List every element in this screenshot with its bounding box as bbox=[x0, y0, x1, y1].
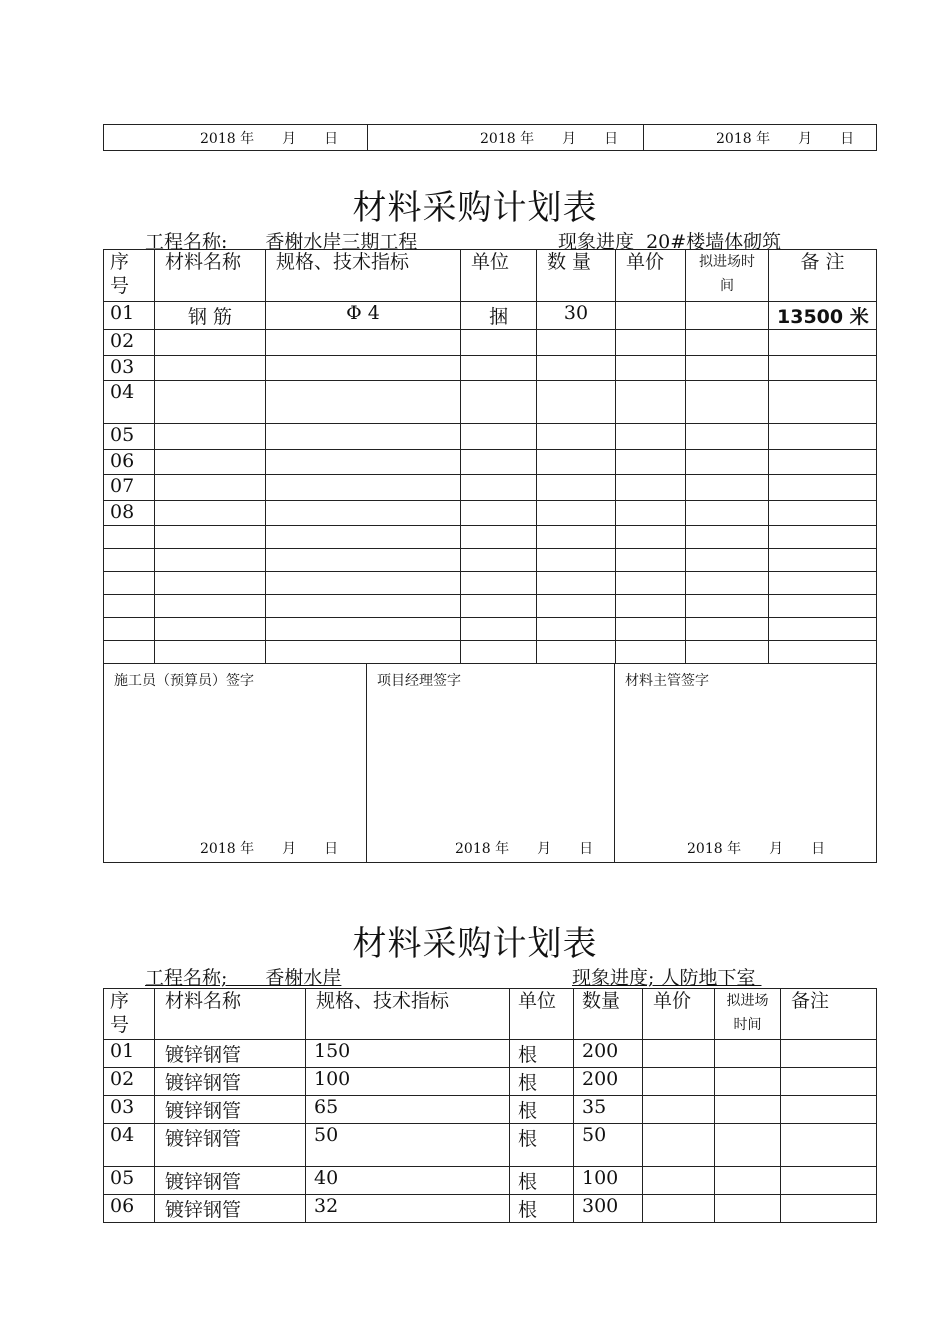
table-row bbox=[104, 302, 877, 330]
signature-date: 2018 年 月 日 bbox=[200, 841, 339, 857]
signature-date: 2018 年 月 日 bbox=[687, 841, 826, 857]
row-unit: 捆 bbox=[461, 302, 537, 330]
table-row bbox=[104, 1124, 877, 1167]
row-seq: 08 bbox=[104, 501, 155, 526]
row-seq: 03 bbox=[104, 356, 155, 381]
header-material-name: 材料名称 bbox=[155, 250, 266, 302]
signature-date: 2018 年 月 日 bbox=[455, 841, 594, 857]
header-unit: 单位 bbox=[510, 989, 574, 1040]
date-cell-1: 2018 年 月 日 bbox=[104, 125, 368, 151]
row-price bbox=[616, 302, 686, 330]
row-seq: 07 bbox=[104, 475, 155, 501]
row-spec: 150 bbox=[306, 1040, 510, 1068]
form2-title: 材料采购计划表 bbox=[352, 924, 598, 964]
header-seq: 序 号 bbox=[104, 250, 155, 302]
row-unit: 根 bbox=[510, 1195, 574, 1223]
row-spec: 32 bbox=[306, 1195, 510, 1223]
form1-table bbox=[103, 249, 877, 664]
row-qty: 30 bbox=[537, 302, 616, 330]
row-seq: 03 bbox=[104, 1096, 155, 1124]
row-qty: 35 bbox=[574, 1096, 643, 1124]
header-arrival-time: 拟进场 时间 bbox=[715, 989, 781, 1040]
table-row bbox=[104, 549, 877, 572]
form1-header-row bbox=[104, 250, 877, 302]
table-row bbox=[104, 475, 877, 501]
table-row bbox=[104, 526, 877, 549]
form1-signature-table bbox=[103, 663, 877, 863]
header-seq: 序 号 bbox=[104, 989, 155, 1040]
row-seq: 04 bbox=[104, 1124, 155, 1167]
signature-material-supervisor: 材料主管签字 2018 年 月 日 bbox=[615, 664, 877, 863]
header-price: 单价 bbox=[616, 250, 686, 302]
table-row bbox=[104, 1167, 877, 1195]
form1-project-name: 工程名称: 香榭水岸三期工程 bbox=[145, 231, 418, 253]
row-material-name: 镀锌钢管 bbox=[155, 1096, 306, 1124]
row-material-name: 镀锌钢管 bbox=[155, 1124, 306, 1167]
form2-project-name: 工程名称; 香榭水岸 bbox=[145, 967, 342, 989]
header-unit: 单位 bbox=[461, 250, 537, 302]
form2-table bbox=[103, 988, 877, 1223]
row-arrival-time bbox=[686, 302, 769, 330]
row-qty: 200 bbox=[574, 1068, 643, 1096]
header-spec: 规格、技术指标 bbox=[266, 250, 461, 302]
row-seq: 02 bbox=[104, 330, 155, 356]
table-row bbox=[104, 1195, 877, 1223]
table-row bbox=[104, 572, 877, 595]
table-row bbox=[104, 595, 877, 618]
row-qty: 200 bbox=[574, 1040, 643, 1068]
table-row bbox=[104, 450, 877, 475]
header-material-name: 材料名称 bbox=[155, 989, 306, 1040]
row-spec: 65 bbox=[306, 1096, 510, 1124]
table-row bbox=[104, 641, 877, 664]
header-arrival-time: 拟进场时 间 bbox=[686, 250, 769, 302]
signature-builder: 施工员（预算员）签字 2018 年 月 日 bbox=[104, 664, 367, 863]
table-row bbox=[104, 356, 877, 381]
form1-title: 材料采购计划表 bbox=[352, 188, 598, 228]
row-material-name: 镀锌钢管 bbox=[155, 1040, 306, 1068]
row-seq: 06 bbox=[104, 1195, 155, 1223]
table-row bbox=[104, 618, 877, 641]
table-row bbox=[104, 501, 877, 526]
date-cell-3: 2018 年 月 日 bbox=[644, 125, 877, 151]
top-date-bar bbox=[103, 124, 877, 151]
form1-progress: 现象进度 20#楼墙体砌筑 bbox=[558, 231, 782, 253]
row-seq: 05 bbox=[104, 1167, 155, 1195]
form2-progress: 现象进度; 人防地下室 bbox=[572, 967, 762, 989]
table-row bbox=[104, 1068, 877, 1096]
header-qty: 数 量 bbox=[537, 250, 616, 302]
table-row bbox=[104, 381, 877, 424]
row-spec: 100 bbox=[306, 1068, 510, 1096]
signature-project-manager: 项目经理签字 2018 年 月 日 bbox=[367, 664, 615, 863]
row-seq: 06 bbox=[104, 450, 155, 475]
header-price: 单价 bbox=[643, 989, 715, 1040]
row-seq: 01 bbox=[104, 1040, 155, 1068]
row-qty: 50 bbox=[574, 1124, 643, 1167]
row-material-name: 钢 筋 bbox=[155, 302, 266, 330]
header-qty: 数量 bbox=[574, 989, 643, 1040]
table-row bbox=[104, 1040, 877, 1068]
table-row bbox=[104, 330, 877, 356]
header-spec: 规格、技术指标 bbox=[306, 989, 510, 1040]
row-seq: 01 bbox=[104, 302, 155, 330]
table-row bbox=[104, 1096, 877, 1124]
row-unit: 根 bbox=[510, 1068, 574, 1096]
row-qty: 300 bbox=[574, 1195, 643, 1223]
row-unit: 根 bbox=[510, 1124, 574, 1167]
row-seq: 02 bbox=[104, 1068, 155, 1096]
row-qty: 100 bbox=[574, 1167, 643, 1195]
row-unit: 根 bbox=[510, 1167, 574, 1195]
row-remark: 13500 米 bbox=[769, 302, 877, 330]
row-material-name: 镀锌钢管 bbox=[155, 1167, 306, 1195]
row-unit: 根 bbox=[510, 1096, 574, 1124]
row-material-name: 镀锌钢管 bbox=[155, 1195, 306, 1223]
header-remark: 备注 bbox=[781, 989, 877, 1040]
form2-header-row bbox=[104, 989, 877, 1040]
row-unit: 根 bbox=[510, 1040, 574, 1068]
row-spec: 50 bbox=[306, 1124, 510, 1167]
header-remark: 备 注 bbox=[769, 250, 877, 302]
date-cell-2: 2018 年 月 日 bbox=[368, 125, 644, 151]
row-seq: 04 bbox=[104, 381, 155, 424]
row-spec: Φ 4 bbox=[266, 302, 461, 330]
row-seq: 05 bbox=[104, 424, 155, 450]
row-spec: 40 bbox=[306, 1167, 510, 1195]
table-row bbox=[104, 424, 877, 450]
row-material-name: 镀锌钢管 bbox=[155, 1068, 306, 1096]
